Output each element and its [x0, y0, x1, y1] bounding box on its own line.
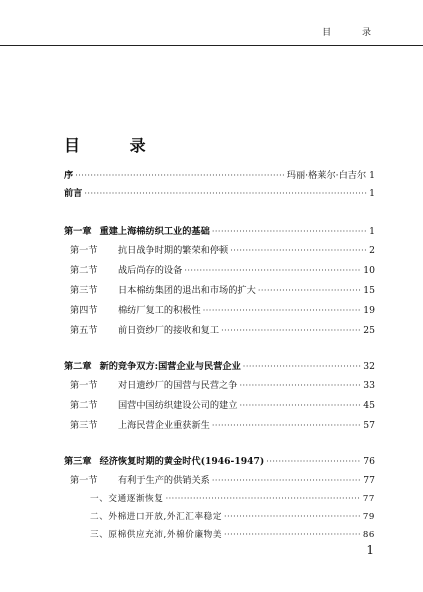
toc-section: [64, 417, 375, 431]
toc-page-number: 76: [363, 456, 375, 467]
toc-entry-label: 前言: [64, 188, 83, 199]
toc-entry-author: 玛丽·格莱尔·白吉尔: [286, 170, 367, 181]
chapter-title: 经济恢复时期的黄金时代(1946-1947): [99, 456, 265, 467]
subsection-title: 二、外棉进口开放,外汇汇率稳定: [90, 512, 223, 522]
toc-section: [64, 282, 375, 296]
toc-page-number: 1: [369, 170, 375, 181]
toc-entry-label: 序: [64, 170, 74, 181]
toc-page-number: 15: [363, 285, 375, 296]
page-title: 目 录: [64, 136, 168, 155]
toc-chapter: [64, 223, 375, 237]
section-title: 日本棉纺集团的退出和市场的扩大: [118, 285, 256, 296]
leader-dots: [239, 401, 361, 410]
leader-dots: [212, 476, 361, 485]
toc-section: [64, 377, 375, 391]
toc-page-number: 32: [363, 361, 375, 372]
toc-section: [64, 322, 375, 336]
toc-page-number: 77: [362, 494, 375, 504]
leader-dots: [75, 171, 285, 180]
leader-dots: [230, 246, 367, 255]
leader-dots: [243, 362, 362, 371]
leader-dots: [184, 266, 361, 275]
section-number: 第四节: [70, 305, 98, 316]
toc-page-number: 57: [363, 420, 375, 431]
leader-dots: [224, 512, 361, 521]
header-rule: [0, 45, 423, 46]
running-head: 目 录: [322, 28, 385, 38]
leader-dots: [266, 457, 361, 466]
toc-page-number: 86: [362, 530, 375, 540]
subsection-title: 三、原棉供应充沛,外棉价廉物美: [90, 530, 223, 540]
leader-dots: [258, 286, 361, 295]
leader-dots: [239, 381, 361, 390]
toc-page-number: 1: [369, 188, 375, 199]
section-title: 战后尚存的设备: [118, 265, 183, 276]
toc-entry-preface: [64, 167, 375, 181]
toc-page-number: 33: [363, 380, 375, 391]
toc-section: [64, 472, 375, 486]
toc-section: [64, 262, 375, 276]
toc-subsection: [64, 510, 375, 522]
chapter-title: 新的竞争双方:国营企业与民营企业: [99, 361, 241, 372]
section-number: 第二节: [70, 400, 98, 411]
toc-chapter: [64, 358, 375, 372]
subsection-title: 一、交通逐渐恢复: [90, 494, 164, 504]
section-title: 上海民营企业重获新生: [118, 420, 210, 431]
toc-entry-foreword: [64, 185, 375, 199]
table-of-contents: [64, 167, 375, 540]
toc-page-number: 77: [363, 475, 375, 486]
section-title: 棉纺厂复工的积极性: [118, 305, 201, 316]
page-number: 1: [366, 543, 374, 557]
section-number: 第三节: [70, 420, 98, 431]
leader-dots: [212, 227, 367, 236]
chapter-title: 重建上海棉纺织工业的基础: [99, 226, 210, 237]
section-title: 国营中国纺织建设公司的建立: [118, 400, 238, 411]
toc-section: [64, 242, 375, 256]
section-number: 第二节: [70, 265, 98, 276]
section-title: 有利于生产的供销关系: [118, 475, 210, 486]
toc-subsection: [64, 492, 375, 504]
section-title: 对日遗纱厂的国营与民营之争: [118, 380, 238, 391]
leader-dots: [203, 306, 362, 315]
section-title: 抗日战争时期的繁荣和停顿: [118, 245, 229, 256]
toc-page-number: 1: [369, 226, 375, 237]
leader-dots: [212, 421, 361, 430]
toc-page-number: 45: [363, 400, 375, 411]
chapter-number: 第二章: [64, 361, 92, 372]
toc-page-number: 10: [363, 265, 375, 276]
section-title: 前日资纱厂的接收和复工: [118, 325, 220, 336]
section-number: 第一节: [70, 380, 98, 391]
section-number: 第一节: [70, 475, 98, 486]
leader-dots: [221, 326, 361, 335]
toc-section: [64, 302, 375, 316]
toc-page-number: 79: [362, 512, 375, 522]
section-number: 第一节: [70, 245, 98, 256]
leader-dots: [166, 494, 361, 503]
section-number: 第三节: [70, 285, 98, 296]
toc-page-number: 19: [363, 305, 375, 316]
section-number: 第五节: [70, 325, 98, 336]
toc-page-number: 25: [363, 325, 375, 336]
leader-dots: [224, 530, 361, 539]
toc-chapter: [64, 453, 375, 467]
toc-subsection: [64, 528, 375, 540]
chapter-number: 第三章: [64, 456, 92, 467]
toc-section: [64, 397, 375, 411]
toc-page-number: 2: [369, 245, 375, 256]
leader-dots: [84, 189, 367, 198]
chapter-number: 第一章: [64, 226, 92, 237]
